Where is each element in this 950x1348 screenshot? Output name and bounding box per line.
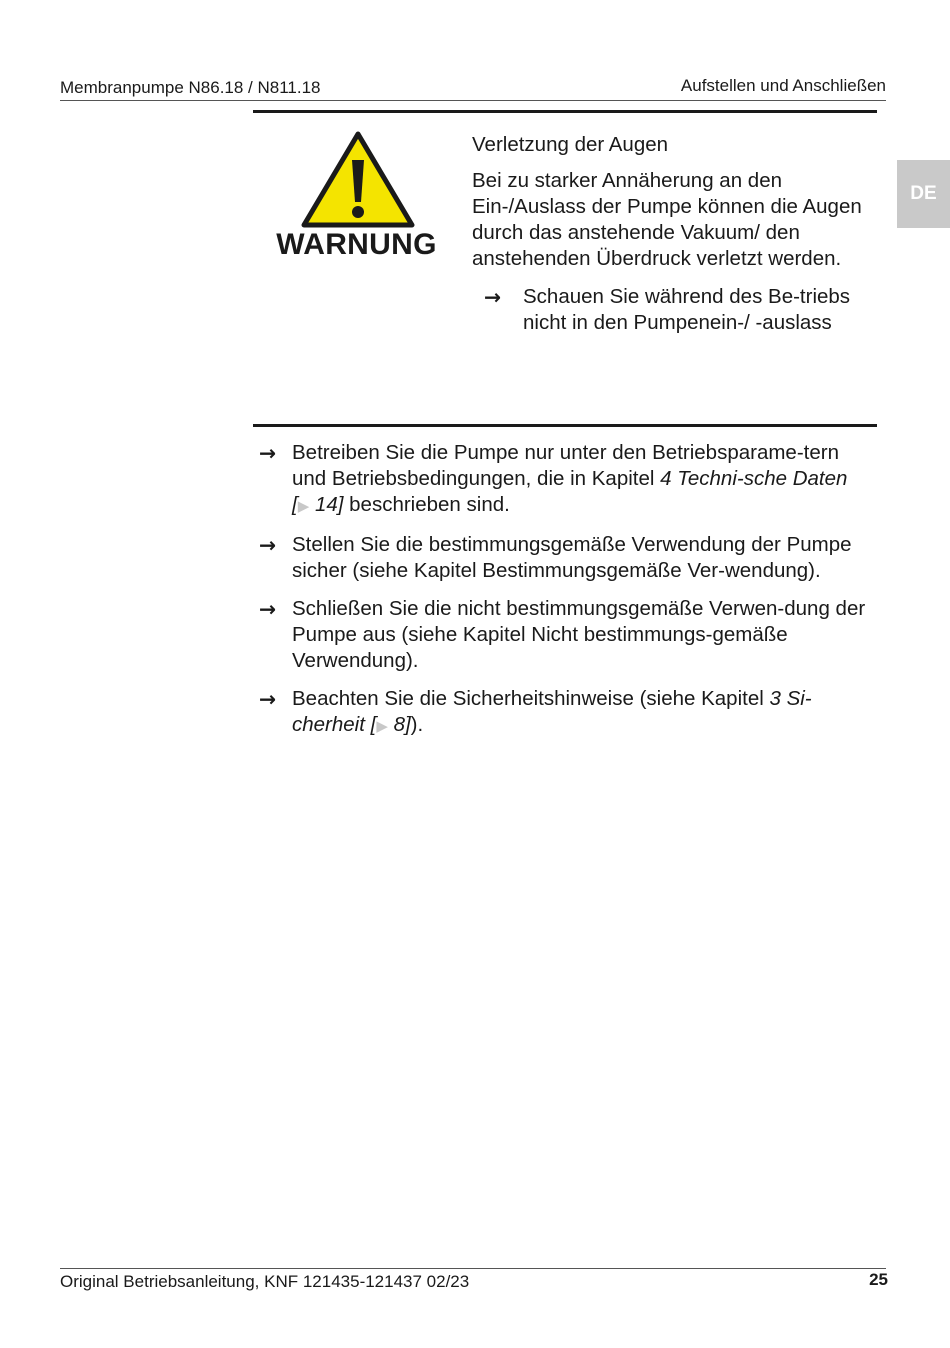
footer-document-info: Original Betriebsanleitung, KNF 121435-121437 02/23 [60, 1272, 470, 1291]
warning-action-text: Schauen Sie während des Be-triebs nicht in den Pumpenein-/ -auslass [523, 285, 851, 334]
warning-description: Bei zu starker Annäherung an den Ein-/Auslass der Pumpe können die Augen durch das anstehende Vakuum/ den anstehenden Überdruck verletzt werden. [472, 169, 862, 270]
step-text: Stellen Sie die bestimmungsgemäße Verwendung der Pumpe sicher (siehe Kapitel Bestimmungsgemäße Ver-wendung). [292, 533, 852, 582]
step-text: Schließen Sie die nicht bestimmungsgemäße Verwen-dung der Pumpe aus (siehe Kapitel Nicht bestimmungs-gemäße Verwendung). [292, 597, 866, 672]
page-reference-arrow-icon: ▶ [297, 498, 310, 515]
header-divider [60, 100, 886, 101]
arrow-right-icon: → [259, 533, 277, 557]
page-number: 25 [869, 1270, 888, 1289]
chapter-reference-link[interactable]: 3 Si-cherheit [▶ 8] [292, 687, 812, 736]
step-text: Beachten Sie die Sicherheitshinweise (siehe Kapitel [292, 687, 770, 710]
step-text-end: beschrieben sind. [343, 493, 510, 516]
arrow-right-icon: → [259, 687, 277, 711]
step-text: Betreiben Sie die Pumpe nur unter den Betriebsparame-tern und Betriebsbedingungen, die in Kapitel [292, 441, 839, 490]
arrow-right-icon: → [259, 441, 277, 465]
header-chapter-title: Aufstellen und Anschließen [680, 76, 886, 95]
warning-action [472, 284, 877, 336]
step-text-end: ). [410, 713, 424, 736]
instruction-step [259, 596, 869, 674]
page-reference-arrow-icon: ▶ [376, 718, 388, 735]
instruction-step [259, 686, 869, 740]
header-document-title: Membranpumpe N86.18 / N811.18 [60, 78, 321, 97]
language-tab: DE [897, 160, 950, 228]
instruction-step [259, 440, 869, 520]
warning-top-rule [253, 110, 877, 113]
chapter-reference-link[interactable]: 4 Techni-sche Daten [▶ 14] [292, 467, 848, 516]
footer-divider [60, 1268, 886, 1269]
warning-bottom-rule [253, 424, 877, 427]
warning-message [472, 132, 877, 336]
instruction-step [259, 532, 869, 584]
warning-signal-word: WARNUNG [276, 228, 437, 261]
arrow-right-icon: → [259, 597, 277, 621]
warning-title: Verletzung der Augen [472, 133, 669, 156]
instruction-list [259, 440, 869, 752]
arrow-right-icon: → [484, 285, 502, 309]
warning-triangle-icon [300, 130, 416, 230]
